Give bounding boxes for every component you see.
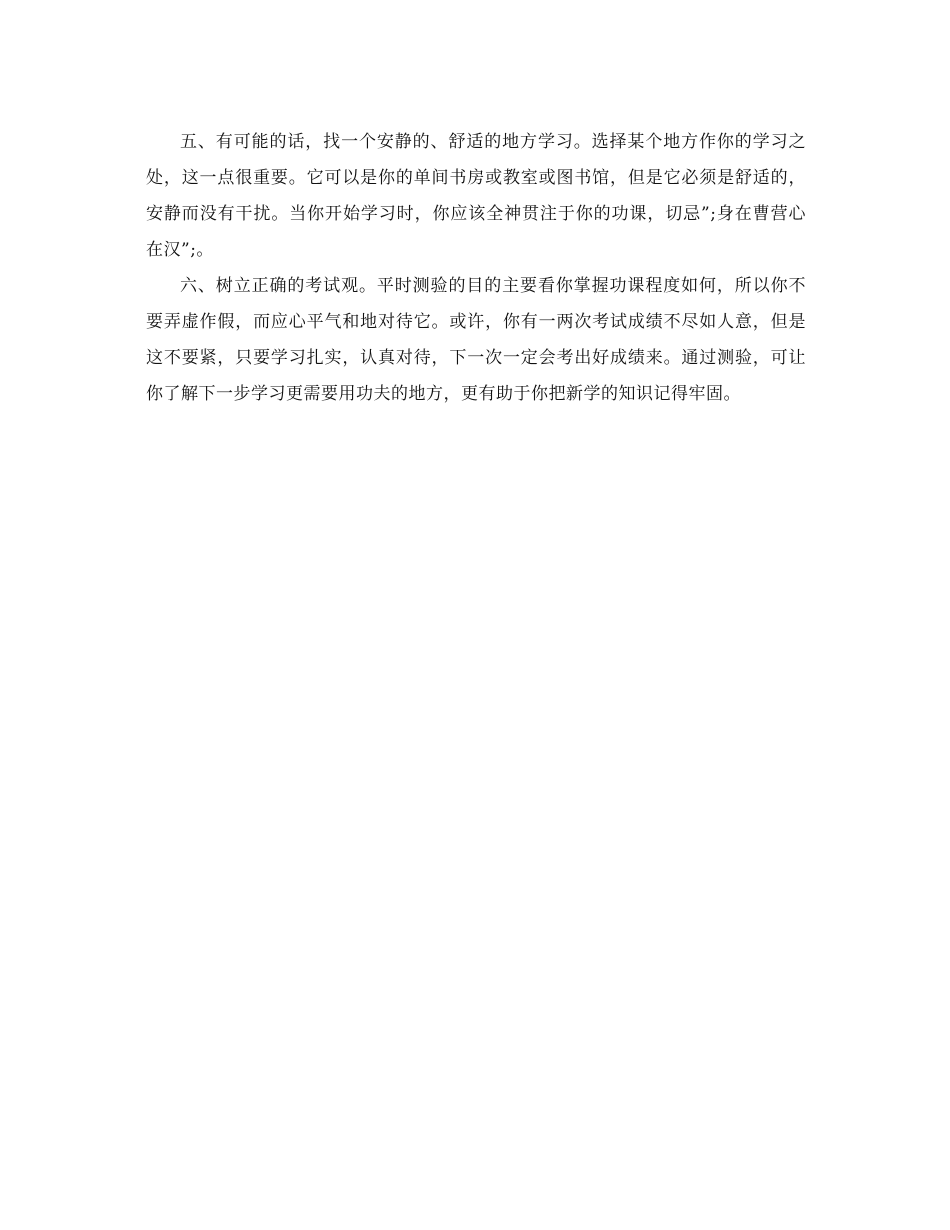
document-body [146,124,806,412]
paragraph-study-place: 五、有可能的话，找一个安静的、舒适的地方学习。选择某个地方作你的学习之处，这一点很重要。它可以是你的单间书房或教室或图书馆，但是它必须是舒适的，安静而没有干扰。当你开始学习时，你应该全神贯注于你的功课，切忌”;身在曹营心在汉”;。 [146,132,806,260]
paragraph-exam-attitude: 六、树立正确的考试观。平时测验的目的主要看你掌握功课程度如何，所以你不要弄虚作假，而应心平气和地对待它。或许，你有一两次考试成绩不尽如人意，但是这不要紧，只要学习扎实，认真对待，下一次一定会考出好成绩来。通过测验，可让你了解下一步学习更需要用功夫的地方，更有助于你把新学的知识记得牢固。 [146,276,806,404]
